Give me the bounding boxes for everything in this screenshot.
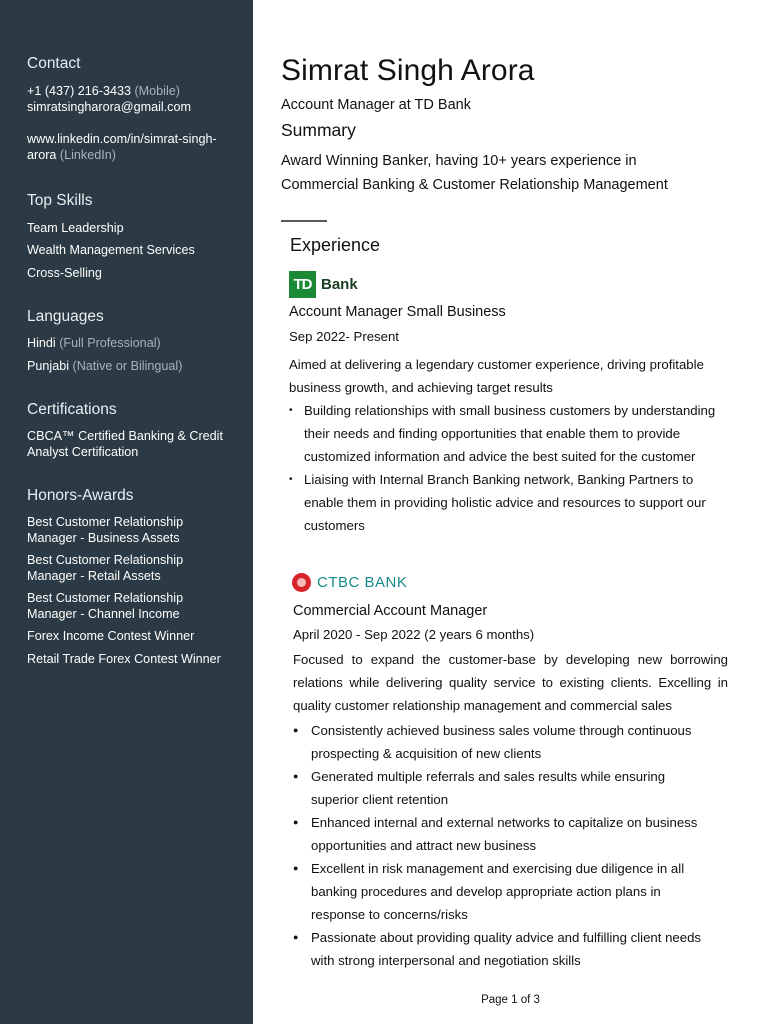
td-bank-logo (289, 271, 358, 298)
ctbc-logo-word: CTBC BANK (317, 574, 408, 591)
language-level: (Native or Bilingual) (72, 359, 183, 373)
summary-text (281, 149, 741, 197)
job-description: Aimed at delivering a legendary customer experience, driving profitable business growth, and achieving target results (289, 357, 704, 395)
honors-heading: Honors-Awards (27, 487, 134, 504)
linkedin-url-line2: arora (27, 148, 57, 162)
job-dates: Sep 2022- Present (289, 329, 399, 344)
phone-number: +1 (437) 216-3433 (27, 84, 131, 98)
ctbc-logo-mark (292, 573, 311, 592)
td-logo-mark: TD (289, 271, 316, 298)
contact-phone[interactable] (27, 83, 239, 99)
job-bullets (293, 719, 713, 972)
job-bullets (289, 399, 729, 537)
job-dates: April 2020 - Sep 2022 (2 years 6 months) (293, 627, 535, 642)
honor-item (27, 514, 239, 546)
languages-heading: Languages (27, 308, 104, 325)
person-name: Simrat Singh Arora (281, 54, 535, 87)
honor-line: Manager - Channel Income (27, 607, 180, 621)
ctbc-bank-logo (292, 573, 407, 592)
td-logo-word: Bank (321, 276, 358, 293)
sidebar (0, 0, 253, 1024)
page-number: Page 1 of 3 (481, 994, 540, 1006)
language-name: Punjabi (27, 359, 70, 373)
bullet-item: • Liaising with Internal Branch Banking network, Banking Partners to enable them in providing holistic advice and resources to support our customers (289, 468, 729, 537)
bullet-item: ● Excellent in risk management and exercising due diligence in all banking procedures and develop appropriate action plans in response to concerns/risks (293, 857, 713, 926)
skill-item: Team Leadership (27, 221, 124, 235)
language-level: (Full Professional) (59, 336, 161, 350)
contact-email[interactable]: simratsingharora@gmail.com (27, 100, 191, 114)
main-content (253, 0, 768, 1024)
honor-line: Manager - Retail Assets (27, 569, 161, 583)
honor-line: Best Customer Relationship (27, 515, 184, 529)
honor-item (27, 552, 239, 584)
certifications-heading: Certifications (27, 401, 117, 418)
bullet-item: • Building relationships with small business customers by understanding their needs and finding opportunities that enable them to provide customized information and advice the best suited for the customer (289, 399, 729, 468)
language-item (27, 335, 239, 351)
skill-item: Wealth Management Services (27, 243, 195, 257)
job-title: Commercial Account Manager (293, 603, 488, 619)
honor-line: Best Customer Relationship (27, 591, 184, 605)
bullet-item: ● Consistently achieved business sales volume through continuous prospecting & acquisition of new clients (293, 719, 713, 765)
language-item (27, 358, 239, 374)
contact-linkedin[interactable] (27, 131, 239, 163)
summary-line: Award Winning Banker, having 10+ years experience in (281, 153, 637, 169)
honor-line: Manager - Business Assets (27, 531, 180, 545)
bullet-item: ● Enhanced internal and external networks to capitalize on business opportunities and attract new business (293, 811, 713, 857)
experience-heading: Experience (290, 235, 381, 255)
bullet-item: ● Passionate about providing quality advice and fulfilling client needs with strong interpersonal and negotiation skills (293, 926, 713, 972)
linkedin-url-line1: www.linkedin.com/in/simrat-singh- (27, 132, 217, 146)
job-title: Account Manager Small Business (289, 304, 506, 320)
honor-item: Retail Trade Forex Contest Winner (27, 652, 221, 666)
section-divider (281, 220, 327, 222)
bullet-item: ● Generated multiple referrals and sales results while ensuring superior client retention (293, 765, 713, 811)
skills-heading: Top Skills (27, 192, 93, 209)
job-description: Focused to expand the customer-base by developing new borrowing relations while delivering quality service to existing clients. Excelling in quality customer relationship management and commercial sales (293, 652, 728, 713)
skill-item: Cross-Selling (27, 266, 102, 280)
linkedin-type: (LinkedIn) (59, 148, 116, 162)
certification-line: CBCA™ Certified Banking & Credit (27, 429, 223, 443)
language-name: Hindi (27, 336, 56, 350)
summary-heading: Summary (281, 120, 356, 140)
headline: Account Manager at TD Bank (281, 97, 471, 113)
certification-item (27, 428, 239, 460)
phone-type: (Mobile) (134, 84, 180, 98)
honor-item: Forex Income Contest Winner (27, 629, 195, 643)
honor-item (27, 590, 239, 622)
honor-line: Best Customer Relationship (27, 553, 184, 567)
certification-line: Analyst Certification (27, 445, 139, 459)
contact-heading: Contact (27, 55, 81, 72)
summary-line: Commercial Banking & Customer Relationship Management (281, 177, 668, 193)
